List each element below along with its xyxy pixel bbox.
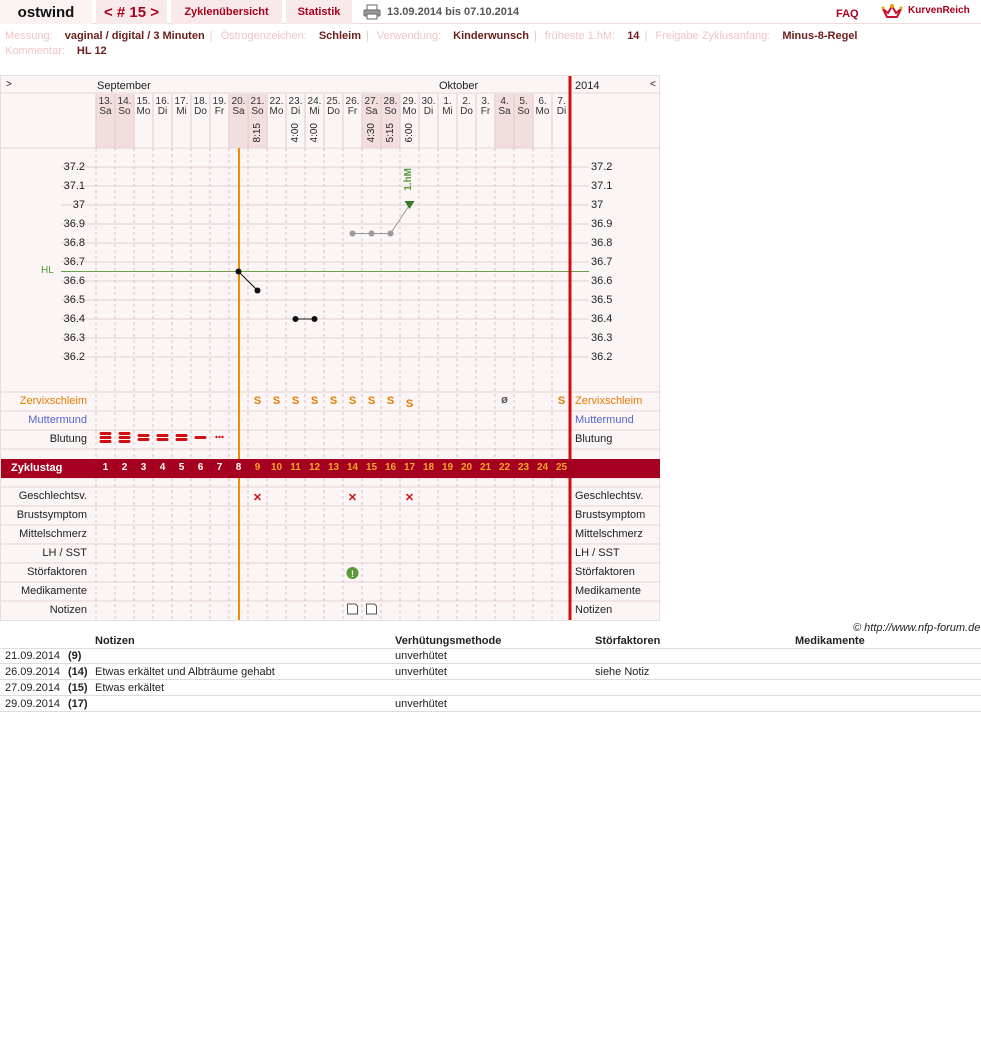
y-tick-left: 36.3 [63, 332, 85, 344]
cycle-navigator[interactable]: < # 15 > [96, 0, 167, 24]
day-header[interactable] [96, 97, 115, 117]
earliest-hm-value: 14 [627, 30, 640, 42]
header-method: Verhütungsmethode [395, 635, 502, 647]
row-label-bottom-right: Brustsymptom [575, 509, 646, 521]
note-icon [367, 604, 377, 614]
row-label-top-right: Zervixschleim [575, 395, 643, 407]
bleeding-mark [176, 438, 188, 441]
temp-point [388, 231, 394, 237]
temp-point [293, 316, 299, 322]
cycle-day-number: 21 [479, 462, 492, 473]
day-weekday: Mo [402, 106, 417, 117]
day-weekday: Fr [480, 106, 491, 117]
note-date: 29.09.2014 [5, 698, 61, 710]
day-weekday: Di [556, 106, 567, 117]
notes-header [0, 634, 981, 649]
cycle-day-number: 11 [290, 462, 301, 473]
row-label-bottom-right: Geschlechtsv. [575, 490, 644, 502]
note-date: 21.09.2014 [5, 650, 61, 662]
logo-text: KurvenReich [908, 5, 970, 16]
cycle-day-number: 17 [403, 462, 416, 473]
y-tick-left: 37.2 [63, 161, 85, 173]
day-header[interactable] [305, 97, 324, 117]
day-header[interactable] [286, 97, 305, 117]
day-header[interactable] [514, 97, 533, 117]
y-tick-right: 36.9 [591, 218, 613, 230]
printer-icon[interactable] [363, 4, 381, 20]
row-label-bottom: Medikamente [20, 585, 87, 597]
day-weekday: So [384, 106, 397, 117]
day-header[interactable] [381, 97, 400, 117]
bleeding-mark [100, 436, 112, 439]
mucus-mark[interactable]: S [348, 395, 357, 407]
y-tick-right: 36.6 [591, 275, 613, 287]
header-medication: Medikamente [795, 635, 865, 647]
kurvenreich-logo[interactable] [880, 2, 981, 22]
row-label-bottom-right: Mittelschmerz [575, 528, 643, 540]
mucus-mark[interactable]: S [310, 395, 319, 407]
cycle-info-line: Messung: vaginal / digital / 3 Minuten | Östrogenzeichen: Schleim | Verwendung: Kinderwunsch | früheste 1.hM: 14 | Freigabe Zyklusanfang: Minus-8-Regel [5, 30, 858, 42]
day-weekday: Mo [269, 106, 284, 117]
disturbance-symbol[interactable]: ! [351, 569, 354, 579]
mucus-mark[interactable]: S [272, 395, 281, 407]
tab-cycle-overview[interactable]: Zyklenübersicht [171, 0, 282, 24]
cycle-day-number: 18 [422, 462, 435, 473]
measure-time: 5:15 [385, 123, 396, 143]
temp-point [236, 269, 242, 275]
nav-prev-button[interactable]: > [6, 79, 12, 90]
day-weekday: Mo [136, 106, 151, 117]
row-label-top-right: Muttermund [575, 414, 634, 426]
y-tick-right: 36.5 [591, 294, 613, 306]
day-date: 7. [557, 96, 566, 107]
release-value: Minus-8-Regel [782, 30, 858, 42]
note-method: unverhütet [395, 666, 447, 678]
day-date: 16. [155, 96, 170, 107]
measure-time: 8:15 [252, 123, 263, 143]
cycle-day-number: 8 [235, 462, 242, 473]
cycle-day-number: 2 [121, 462, 128, 473]
day-weekday: Do [327, 106, 340, 117]
note-date: 26.09.2014 [5, 666, 61, 678]
day-weekday: Do [194, 106, 207, 117]
day-weekday: So [517, 106, 530, 117]
comment-label: Kommentar: [5, 45, 65, 57]
day-weekday: Fr [214, 106, 225, 117]
note-text: Etwas erkältet und Albträume gehabt [95, 666, 275, 678]
measure-label: Messung: [5, 30, 53, 42]
bleeding-mark [157, 434, 169, 437]
month-september: September [97, 80, 151, 92]
day-date: 17. [174, 96, 189, 107]
notes-row [0, 681, 981, 696]
y-tick-left: 36.8 [63, 237, 85, 249]
day-header[interactable] [153, 97, 172, 117]
cycle-day-number: 7 [216, 462, 223, 473]
y-tick-right: 37.2 [591, 161, 613, 173]
day-header[interactable] [343, 97, 362, 117]
day-date: 4. [500, 96, 509, 107]
bleeding-mark [176, 434, 188, 437]
mucus-mark[interactable]: S [386, 395, 395, 407]
day-header[interactable] [400, 97, 419, 117]
measure-time: 4:00 [290, 123, 301, 143]
bleeding-mark [100, 440, 112, 443]
day-header[interactable] [210, 97, 229, 117]
bleeding-mark [100, 432, 112, 435]
day-date: 3. [481, 96, 490, 107]
faq-link[interactable]: FAQ [836, 8, 859, 20]
day-date: 1. [443, 96, 452, 107]
row-label-bottom: Brustsymptom [16, 509, 87, 521]
row-label-bottom: LH / SST [42, 547, 87, 559]
day-date: 19. [212, 96, 227, 107]
note-icon [348, 604, 358, 614]
cycle-day-number: 5 [178, 462, 185, 473]
row-label-bottom: Notizen [49, 604, 87, 616]
measure-time: 4:30 [366, 123, 377, 143]
row-label-bottom: Störfaktoren [27, 566, 87, 578]
day-weekday: Mi [176, 106, 187, 117]
day-weekday: Di [290, 106, 301, 117]
day-header[interactable] [438, 97, 457, 117]
cycle-day-number: 24 [536, 462, 549, 473]
bleeding-mark [138, 434, 150, 437]
y-tick-left: 36.7 [63, 256, 85, 268]
y-tick-left: 36.2 [63, 351, 85, 363]
y-tick-left: 36.9 [63, 218, 85, 230]
day-header[interactable] [476, 97, 495, 117]
day-weekday: Sa [99, 106, 112, 117]
cycle-day-number: 10 [270, 462, 283, 473]
comment-value: HL 12 [76, 45, 107, 57]
tab-statistics[interactable]: Statistik [286, 0, 352, 24]
day-header[interactable] [457, 97, 476, 117]
day-header[interactable] [324, 97, 343, 117]
bleeding-mark [119, 432, 131, 435]
cycle-day-number: 15 [365, 462, 378, 473]
y-tick-right: 37.1 [591, 180, 613, 192]
note-cycle-day: (14) [68, 666, 88, 678]
crown-icon [881, 3, 903, 21]
day-date: 28. [383, 96, 398, 107]
day-weekday: Sa [365, 106, 378, 117]
day-date: 29. [402, 96, 417, 107]
mucus-mark[interactable]: S [291, 395, 300, 407]
y-tick-left: 37.1 [63, 180, 85, 192]
day-header[interactable] [267, 97, 286, 117]
note-disturbance: siehe Notiz [595, 666, 650, 678]
y-tick-left: 36.4 [63, 313, 85, 325]
day-header[interactable] [362, 97, 381, 117]
temp-point [255, 288, 261, 294]
mucus-mark[interactable]: S [253, 395, 262, 407]
day-weekday: Mi [309, 106, 320, 117]
cycle-day-number: 16 [384, 462, 397, 473]
day-weekday: Do [460, 106, 473, 117]
measure-time: 6:00 [404, 123, 415, 143]
notes-row [0, 665, 981, 680]
day-date: 22. [269, 96, 284, 107]
y-tick-right: 36.7 [591, 256, 613, 268]
release-label: Freigabe Zyklusanfang: [655, 30, 771, 42]
day-weekday: So [118, 106, 131, 117]
notes-row [0, 697, 981, 712]
intercourse-mark[interactable]: ✕ [404, 492, 415, 504]
mucus-mark[interactable]: S [329, 395, 338, 407]
estrogen-value: Schleim [318, 30, 361, 42]
y-tick-right: 36.3 [591, 332, 613, 344]
chart-grid [1, 76, 661, 622]
day-header[interactable] [115, 97, 134, 117]
day-header[interactable] [229, 97, 248, 117]
note-method: unverhütet [395, 698, 447, 710]
row-label-top: Zervixschleim [19, 395, 87, 407]
row-label-bottom-right: Störfaktoren [575, 566, 635, 578]
day-date: 15. [136, 96, 151, 107]
day-weekday: Sa [232, 106, 245, 117]
row-label-bottom: Geschlechtsv. [18, 490, 87, 502]
cycle-day-number: 1 [102, 462, 109, 473]
day-header[interactable] [495, 97, 514, 117]
note-text: Etwas erkältet [95, 682, 165, 694]
spotting-dot [221, 436, 223, 438]
y-tick-left: 37 [72, 199, 85, 211]
measure-time: 4:00 [309, 123, 320, 143]
notes-row [0, 649, 981, 664]
mucus-mark[interactable]: S [405, 398, 414, 410]
cycle-day-number: 9 [254, 462, 261, 473]
temp-point [350, 231, 356, 237]
day-header[interactable] [172, 97, 191, 117]
day-header[interactable] [419, 97, 438, 117]
day-date: 25. [326, 96, 341, 107]
nav-next-button[interactable]: < [650, 79, 656, 90]
intercourse-mark[interactable]: ✕ [347, 492, 358, 504]
bleeding-mark [138, 438, 150, 441]
row-label-bottom-right: Notizen [575, 604, 613, 616]
day-header[interactable] [134, 97, 153, 117]
day-date: 14. [117, 96, 132, 107]
day-weekday: Mo [535, 106, 550, 117]
mucus-mark[interactable]: S [367, 395, 376, 407]
temp-point [312, 316, 318, 322]
note-date: 27.09.2014 [5, 682, 61, 694]
row-label-top-right: Blutung [575, 433, 613, 445]
cycle-chart [0, 75, 660, 621]
y-tick-right: 37 [591, 199, 604, 211]
spotting-dot [215, 436, 217, 438]
usage-label: Verwendung: [376, 30, 442, 42]
bleeding-mark [157, 438, 169, 441]
cycle-day-number: 12 [308, 462, 321, 473]
day-date: 20. [231, 96, 246, 107]
day-header[interactable] [533, 97, 552, 117]
header-disturbances: Störfaktoren [595, 635, 661, 647]
cycle-day-number: 6 [197, 462, 204, 473]
cycle-day-number: 13 [327, 462, 340, 473]
cycle-day-number: 20 [460, 462, 473, 473]
row-label-bottom-right: LH / SST [575, 547, 620, 559]
cycle-day-number: 22 [498, 462, 511, 473]
day-weekday: Sa [498, 106, 511, 117]
day-date: 30. [421, 96, 436, 107]
day-date: 26. [345, 96, 360, 107]
day-weekday: Di [423, 106, 434, 117]
year-label: 2014 [575, 80, 600, 92]
comment-line [5, 45, 112, 57]
cycle-day-number: 19 [441, 462, 454, 473]
day-date: 13. [98, 96, 113, 107]
cycle-day-number: 25 [555, 462, 568, 473]
bleeding-mark [119, 440, 131, 443]
date-range: 13.09.2014 bis 07.10.2014 [387, 6, 520, 18]
note-cycle-day: (15) [68, 682, 88, 694]
day-date: 2. [462, 96, 471, 107]
day-weekday: Mi [442, 106, 453, 117]
estrogen-label: Östrogenzeichen: [220, 30, 307, 42]
note-cycle-day: (9) [68, 650, 82, 662]
cycle-day-label: Zyklustag [11, 462, 63, 474]
month-october: Oktober [439, 80, 479, 92]
earliest-hm-label: früheste 1.hM: [544, 30, 616, 42]
top-bar [0, 0, 981, 24]
day-header[interactable] [191, 97, 210, 117]
row-label-bottom-right: Medikamente [575, 585, 642, 597]
y-tick-left: 36.5 [63, 294, 85, 306]
y-tick-right: 36.4 [591, 313, 613, 325]
mucus-empty-mark[interactable]: ø [501, 394, 508, 406]
day-date: 18. [193, 96, 208, 107]
day-date: 23. [288, 96, 303, 107]
day-weekday: Fr [347, 106, 358, 117]
day-date: 21. [250, 96, 265, 107]
y-tick-right: 36.8 [591, 237, 613, 249]
day-weekday: Di [157, 106, 168, 117]
day-header[interactable] [248, 97, 267, 117]
spotting-dot [218, 436, 220, 438]
row-label-top: Muttermund [28, 414, 87, 426]
first-hm-label: 1.hM [403, 168, 414, 191]
header-notes: Notizen [95, 635, 135, 647]
note-method: unverhütet [395, 650, 447, 662]
y-tick-left: 36.6 [63, 275, 85, 287]
note-cycle-day: (17) [68, 698, 88, 710]
username: ostwind [0, 0, 92, 24]
cycle-day-number: 23 [517, 462, 530, 473]
cycle-day-number: 3 [140, 462, 147, 473]
day-date: 6. [538, 96, 547, 107]
temp-point [369, 231, 375, 237]
copyright: © http://www.nfp-forum.de [853, 622, 981, 634]
day-date: 5. [519, 96, 528, 107]
row-label-bottom: Mittelschmerz [19, 528, 87, 540]
cycle-day-number: 4 [159, 462, 166, 473]
mucus-mark[interactable]: S [557, 395, 566, 407]
bleeding-mark [119, 436, 131, 439]
day-date: 27. [364, 96, 379, 107]
usage-value: Kinderwunsch [453, 30, 529, 42]
day-weekday: So [251, 106, 264, 117]
cycle-day-number: 14 [346, 462, 359, 473]
bleeding-mark [195, 436, 207, 439]
row-label-top: Blutung [49, 433, 87, 445]
hl-label: HL [41, 265, 54, 276]
intercourse-mark[interactable]: ✕ [252, 492, 263, 504]
measure-value: vaginal / digital / 3 Minuten [64, 30, 205, 42]
day-header[interactable] [552, 97, 571, 117]
day-date: 24. [307, 96, 322, 107]
y-tick-right: 36.2 [591, 351, 613, 363]
